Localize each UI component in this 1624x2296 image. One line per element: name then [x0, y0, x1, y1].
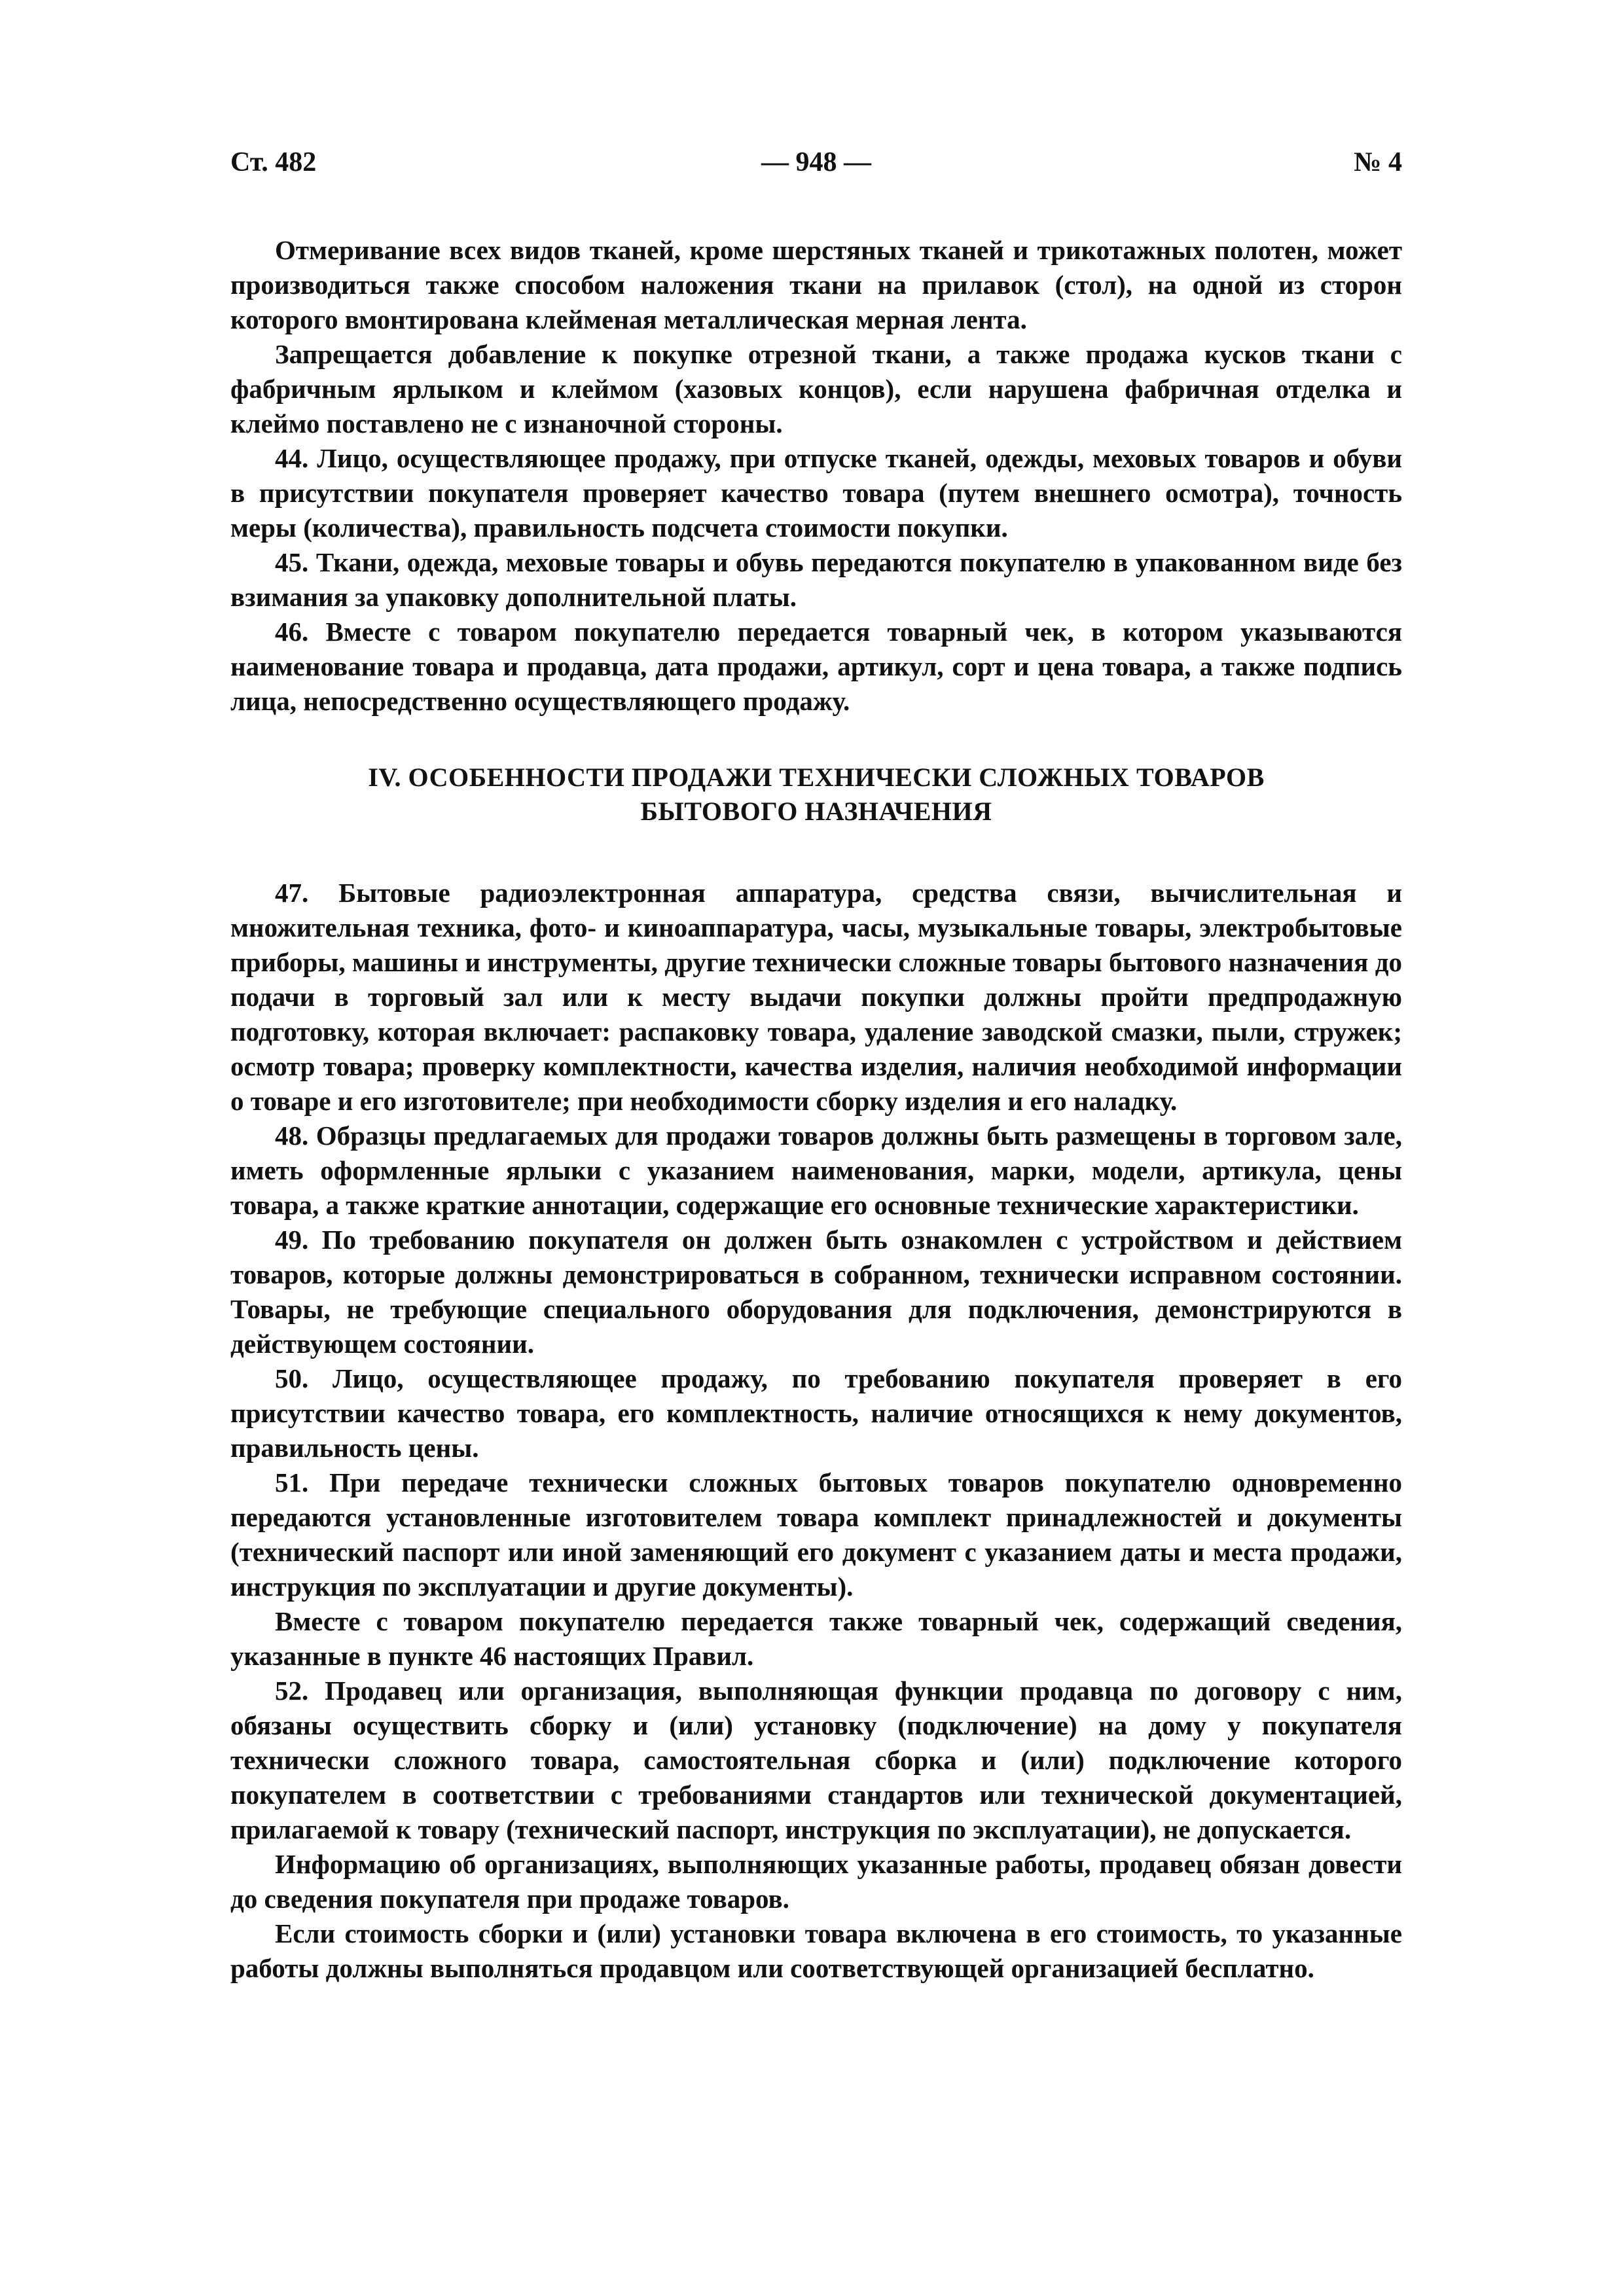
page-header — [230, 147, 1402, 192]
paragraph-item-49: 49. По требованию покупателя он должен быть ознакомлен с устройством и действием товаров, которые должны демонстрироваться в собранном, технически исправном состоянии. Товары, не требующие специального оборудования для подключения, демонстрируются в действующем состоянии. — [230, 1225, 1402, 1359]
section-heading — [230, 761, 1402, 829]
page-number: — 948 — — [761, 147, 871, 177]
paragraph-item-52: 52. Продавец или организация, выполняющая функции продавца по договору с ним, обязаны осуществить сборку и (или) установку (подключение) на дому у покупателя технически сложного товара, самостоятельная сборка и (или) подключение которого покупателем в соответствии с требованиями стандартов или технической документацией, прилагаемой к товару (технический паспорт, инструкция по эксплуатации), не допускается. — [230, 1676, 1402, 1844]
article-number: Ст. 482 — [230, 147, 317, 177]
paragraph: Запрещается добавление к покупке отрезной ткани, а также продажа кусков ткани с фабричным ярлыком и клеймом (хазовых концов), если нарушена фабричная отделка и клеймо поставлено не с изнаночной стороны. — [230, 339, 1402, 439]
paragraph-item-51: 51. При передаче технически сложных бытовых товаров покупателю одновременно передаются установленные изготовителем товара комплект принадлежностей и документы (технический паспорт или иной заменяющий его документ с указанием даты и места продажи, инструкция по эксплуатации и другие документы). — [230, 1467, 1402, 1602]
document-body — [230, 233, 1402, 1986]
paragraph: Вместе с товаром покупателю передается также товарный чек, содержащий сведения, указанные в пункте 46 настоящих Правил. — [230, 1606, 1402, 1671]
paragraph-item-46: 46. Вместе с товаром покупателю передается товарный чек, в котором указываются наименование товара и продавца, дата продажи, артикул, сорт и цена товара, а также подпись лица, непосредственно осуществляющего продажу. — [230, 617, 1402, 716]
paragraph-item-50: 50. Лицо, осуществляющее продажу, по требованию покупателя проверяет в его присутствии качество товара, его комплектность, наличие относящихся к нему документов, правильность цены. — [230, 1363, 1402, 1463]
paragraph: Если стоимость сборки и (или) установки товара включена в его стоимость, то указанные работы должны выполняться продавцом или соответствующей организацией бесплатно. — [230, 1918, 1402, 1983]
paragraph-item-47: 47. Бытовые радиоэлектронная аппаратура, средства связи, вычислительная и множительная техника, фото- и киноаппаратура, часы, музыкальные товары, электробытовые приборы, машины и инструменты, другие технически сложные товары бытового назначения до подачи в торговый зал или к месту выдачи покупки должны пройти предпродажную подготовку, которая включает: распаковку товара, удаление заводской смазки, пыли, стружек; осмотр товара; проверку комплектности, качества изделия, наличия необходимой информации о товаре и его изготовителе; при необходимости сборку изделия и его наладку. — [230, 878, 1402, 1116]
section-heading-line-2: БЫТОВОГО НАЗНАЧЕНИЯ — [640, 797, 992, 826]
paragraph-item-48: 48. Образцы предлагаемых для продажи товаров должны быть размещены в торговом зале, иметь оформленные ярлыки с указанием наименования, марки, модели, артикула, цены товара, а также краткие аннотации, содержащие его основные технические характеристики. — [230, 1121, 1402, 1220]
paragraph-item-45: 45. Ткани, одежда, меховые товары и обувь передаются покупателю в упакованном виде без взимания за упаковку дополнительной платы. — [230, 547, 1402, 612]
paragraph: Отмеривание всех видов тканей, кроме шерстяных тканей и трикотажных полотен, может производиться также способом наложения ткани на прилавок (стол), на одной из сторон которого вмонтирована клейменая металлическая мерная лента. — [230, 235, 1402, 334]
section-heading-line-1: IV. ОСОБЕННОСТИ ПРОДАЖИ ТЕХНИЧЕСКИ СЛОЖНЫХ ТОВАРОВ — [368, 762, 1265, 792]
document-page — [230, 147, 1402, 1986]
paragraph: Информацию об организациях, выполняющих указанные работы, продавец обязан довести до сведения покупателя при продаже товаров. — [230, 1849, 1402, 1914]
issue-number: № 4 — [1354, 147, 1402, 177]
paragraph-item-44: 44. Лицо, осуществляющее продажу, при отпуске тканей, одежды, меховых товаров и обуви в присутствии покупателя проверяет качество товара (путем внешнего осмотра), точность меры (количества), правильность подсчета стоимости покупки. — [230, 443, 1402, 543]
